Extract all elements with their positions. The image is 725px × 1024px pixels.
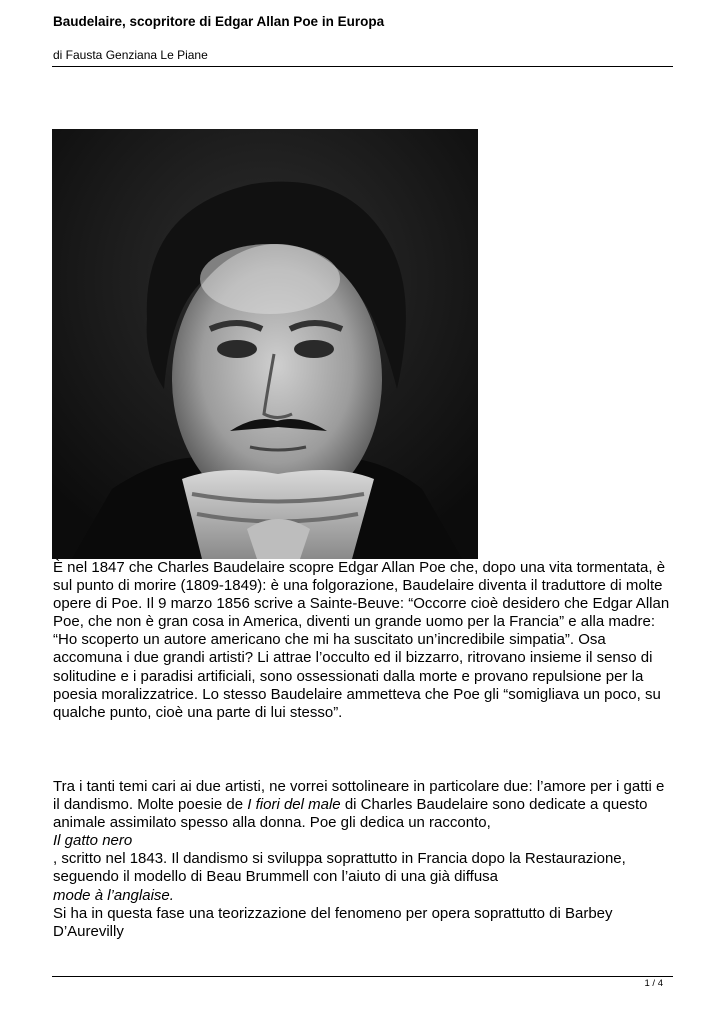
portrait-photo-icon xyxy=(52,129,478,559)
paragraph-text: Tra i tanti temi cari ai due artisti, ne vorrei sottolineare in particolare due: l’amore per i gatti e il dandismo. Molte poesie de xyxy=(53,778,665,814)
paragraph-themes xyxy=(53,778,675,941)
paragraph-text: , scritto nel 1843. Il dandismo si sviluppa soprattutto in Francia dopo la Restaurazione, seguendo il modello di Beau Brummell con l’aiuto di una già diffusa xyxy=(53,850,626,886)
document-title: Baudelaire, scopritore di Edgar Allan Poe in Europa xyxy=(53,14,385,29)
document-author: di Fausta Genziana Le Piane xyxy=(53,48,208,62)
story-title-italic: Il gatto nero xyxy=(53,832,133,850)
book-title-italic: I fiori del male xyxy=(247,796,341,814)
paragraph-text: Si ha in questa fase una teorizzazione del fenomeno per opera soprattutto di Barbey D’Aurevilly xyxy=(53,904,613,940)
page-number: 1 / 4 xyxy=(644,978,663,989)
paragraph-intro: È nel 1847 che Charles Baudelaire scopre Edgar Allan Poe che, dopo una vita tormentata, è sul punto di morire (1809-1849): è una folgorazione, Baudelaire diventa il traduttore di molte opere di Poe. Il 9 marzo 1856 scrive a Sainte-Beuve: “Occorre cioè desidero che Edgar Allan Poe, che non è gran cosa in America, diventi un grande uomo per la Francia” e alla madre: “Ho scoperto un autore americano che mi ha suscitato un’incredibile simpatia”. Osa accomuna i due grandi artisti? Li attrae l’occulto ed il bizzarro, ritrovano insieme il senso di solitudine e i paradisi artificiali, sono ossessionati dalla morte e provano repulsione per la poesia moralizzatrice. Lo stesso Baudelaire ammetteva che Poe gli “somigliava un poco, su qualche punto, cioè una parte di lui stesso”. xyxy=(53,559,670,721)
portrait-image xyxy=(52,129,478,559)
phrase-italic: mode à l’anglaise. xyxy=(53,886,174,904)
header-divider xyxy=(52,66,673,67)
paragraph-text: di Charles Baudelaire sono dedicate a questo animale assimilato spesso alla donna. Poe gli dedica un racconto, xyxy=(53,796,648,832)
footer-divider xyxy=(52,976,673,977)
